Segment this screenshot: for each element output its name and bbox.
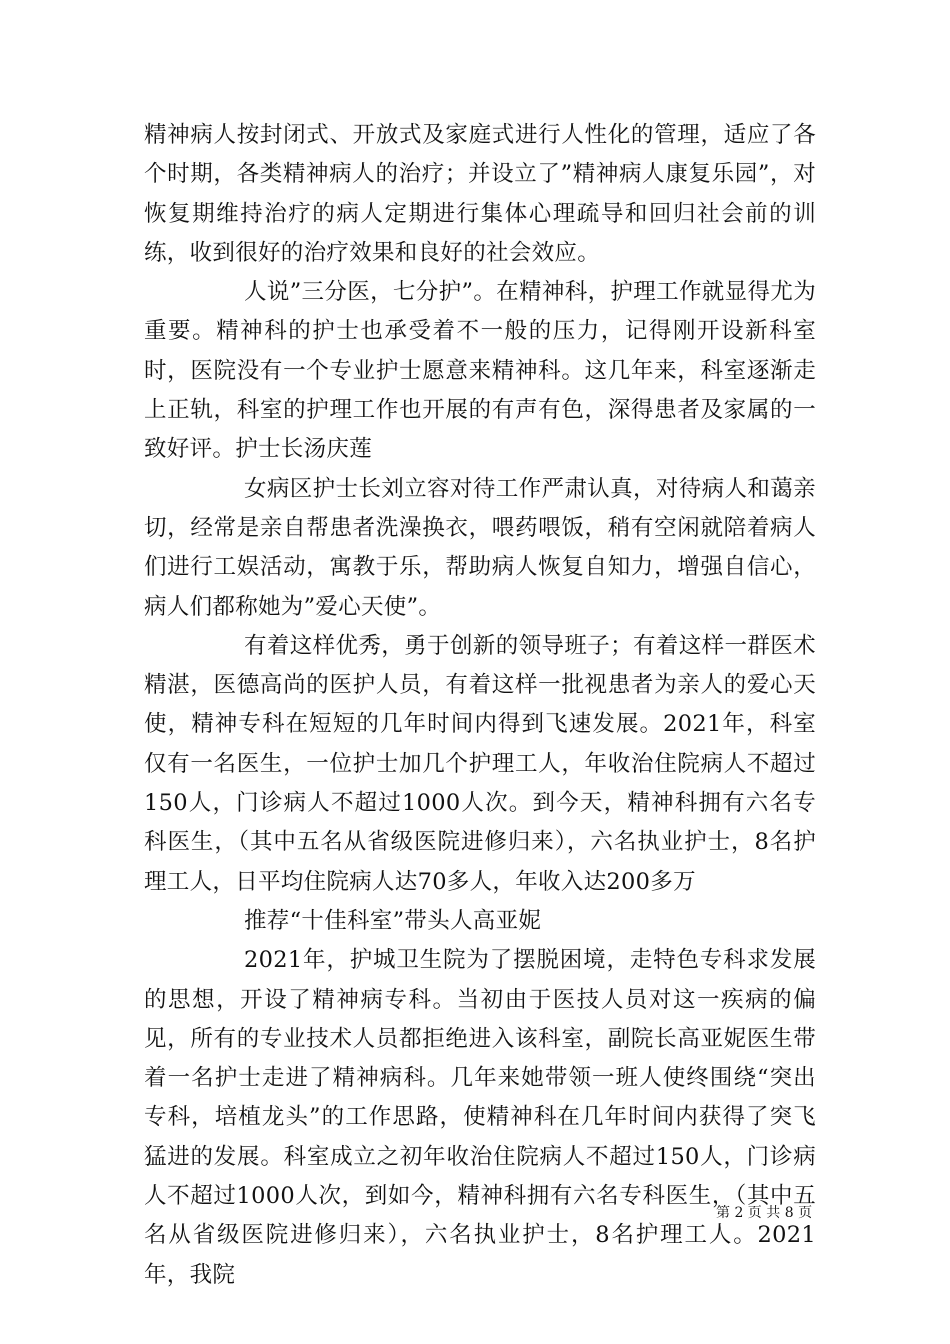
page-number: 第 2 页 共 8 页 xyxy=(716,1205,813,1221)
paragraph-nursing: 人说”三分医，七分护”。在精神科，护理工作就显得尤为重要。精神科的护士也承受着不一般的压力，记得刚开设新科室时，医院没有一个专业护士愿意来精神科。这几年来，科室逐渐走上正轨，科室的护理工作也开展的有声有色，深得患者及家属的一致好评。护士长汤庆莲 xyxy=(144,279,816,463)
paragraph-head-nurse: 女病区护士长刘立容对待工作严肃认真，对待病人和蔼亲切，经常是亲自帮患者洗澡换衣，喂药喂饭，稍有空闲就陪着病人们进行工娱活动，寓教于乐，帮助病人恢复自知力，增强自信心，病人们都称她为”爱心天使”。 xyxy=(144,475,816,620)
body-text xyxy=(144,116,816,1295)
recommendation-heading: 推荐“十佳科室”带头人高亚妮 xyxy=(244,907,542,934)
paragraph-development: 有着这样优秀，勇于创新的领导班子；有着这样一群医术精湛，医德高尚的医护人员，有着这样一批视患者为亲人的爱心天使，精神专科在短短的几年时间内得到飞速发展。2021年，科室仅有一名医生，一位护士加几个护理工人，年收治住院病人不超过150人，门诊病人不超过1000人次。到今天，精神科拥有六名专科医生，（其中五名从省级医院进修归来），六名执业护士，8名护理工人，日平均住院病人达70多人，年收入达200多万 xyxy=(144,632,816,895)
paragraph-leader: 2021年，护城卫生院为了摆脱困境，走特色专科求发展的思想，开设了精神病专科。当初由于医技人员对这一疾病的偏见，所有的专业技术人员都拒绝进入该科室，副院长高亚妮医生带着一名护士走进了精神病科。几年来她带领一班人使终围绕“突出专科，培植龙头”的工作思路，使精神科在几年时间内获得了突飞猛进的发展。科室成立之初年收治住院病人不超过150人，门诊病人不超过1000人次，到如今，精神科拥有六名专科医生，（其中五名从省级医院进修归来），六名执业护士，8名护理工人。2021年，我院 xyxy=(144,947,816,1288)
paragraph-management: 精神病人按封闭式、开放式及家庭式进行人性化的管理，适应了各个时期，各类精神病人的治疗；并设立了”精神病人康复乐园”，对恢复期维持治疗的病人定期进行集体心理疏导和回归社会前的训练，收到很好的治疗效果和良好的社会效应。 xyxy=(144,122,816,266)
